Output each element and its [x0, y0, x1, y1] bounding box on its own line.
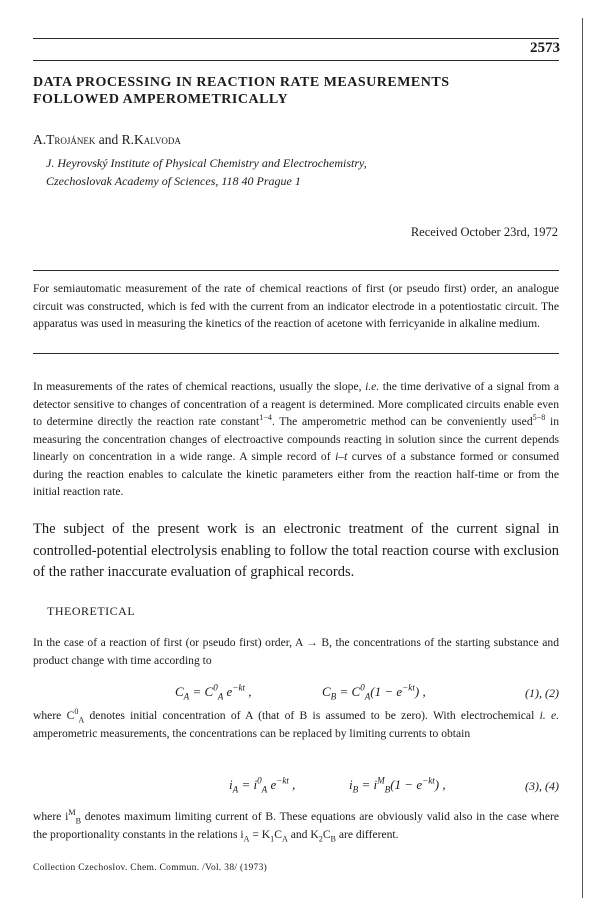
equation-2 — [322, 684, 426, 700]
p3-cb: B — [330, 833, 336, 843]
page-number: 2573 — [530, 40, 560, 56]
eq4-sub: B — [384, 784, 391, 795]
p3-text-2: denotes maximum limiting current of B. These equations are obviously valid also in the case where the proportionality constants in the relations i — [33, 810, 559, 841]
page-right-edge — [582, 18, 583, 898]
equation-number-3-4: (3), (4) — [525, 779, 559, 793]
eq1-sub-a: A — [183, 691, 190, 702]
intro-text-3: . The amperometric method can be conveniently used — [271, 415, 533, 428]
abstract: For semiautomatic measurement of the rate of chemical reactions of first (or pseudo first) order, an analogue circuit was constructed, which is fed with the current from an indicator electrode in a potentiostatic circuit. The apparatus was used in measuring the kinetics of the reaction of acetone with ferricyanide in alkaline medium. — [33, 282, 559, 330]
p3-text-1: where i — [33, 810, 69, 823]
authors — [33, 132, 181, 148]
eq2-end: ) , — [414, 684, 426, 699]
eq3-exp: e — [267, 777, 277, 792]
eq3-i: i — [229, 777, 233, 792]
p3-text-6: C — [322, 827, 331, 841]
eq4-tail: (1 − e — [390, 777, 423, 792]
affiliation — [46, 154, 556, 190]
eq4-end: ) , — [434, 777, 446, 792]
equation-3-4 — [33, 777, 559, 799]
eq3-sep: , — [288, 777, 296, 792]
eq1-kt: −kt — [232, 682, 246, 693]
eq4-sup: M — [377, 775, 385, 786]
author2-initial: R. — [121, 132, 135, 147]
eq2-c: C — [322, 684, 331, 699]
p3-text-4: C — [274, 827, 282, 841]
section-heading-theoretical: THEORETICAL — [47, 604, 136, 618]
p2-sub: A — [78, 715, 85, 725]
eq1-sep: , — [245, 684, 252, 699]
affiliation-line-1: J. Heyrovský Institute of Physical Chemistry and Electrochemistry, — [46, 156, 367, 170]
p2-text-2: denotes initial concentration of A (that of B is assumed to be zero). With electrochemical — [84, 709, 540, 722]
intro-text-2: the time derivative of a signal from a detector sensitive to changes of concentration of a reagent is determined. More complicated circuits enable even to determine directly the reaction rate constant — [33, 380, 559, 428]
eq2-sub-b: B — [330, 691, 337, 702]
intro-ref-2: 5−8 — [532, 413, 546, 423]
equation-number-1-2: (1), (2) — [525, 686, 559, 700]
p2-ie: i. e. — [539, 709, 559, 722]
eq3-mid: = i — [238, 777, 258, 792]
title-line-1: DATA PROCESSING IN REACTION RATE MEASUREMENTS — [33, 75, 450, 90]
p3-k1: 1 — [270, 833, 275, 843]
p3-text-5: and K — [287, 827, 319, 841]
p2-text-1: where C — [33, 709, 75, 722]
eq4-mid: = i — [358, 777, 378, 792]
p3-k2: 2 — [318, 833, 323, 843]
journal-footer: Collection Czechoslov. Chem. Commun. /Vol. 38/ (1973) — [33, 863, 268, 873]
theoretical-paragraph-3 — [33, 808, 559, 843]
eq3-sup-0: 0 — [257, 775, 262, 786]
eq2-mid: = C — [336, 684, 361, 699]
eq1-sup-0: 0 — [213, 682, 218, 693]
p3-ca: A — [281, 833, 288, 843]
eq1-mid: = C — [189, 684, 214, 699]
eq2-sub: A — [364, 691, 371, 702]
eq4-sub-b: B — [352, 784, 359, 795]
intro-ie: i.e. — [365, 380, 380, 393]
author1-name: Trojánek — [46, 132, 96, 147]
eq3-kt: −kt — [276, 775, 289, 786]
intro-text-1: In measurements of the rates of chemical reactions, usually the slope, — [33, 380, 366, 393]
article-title — [33, 74, 558, 108]
author1-initial: A. — [33, 132, 47, 147]
eq3-sub-a2: A — [261, 784, 268, 795]
intro-text-4: in measuring the concentration changes of electroactive compounds reacting in solution since the current depends linearly on concentration in a wide range. A simple record of — [33, 415, 559, 463]
header-rule — [33, 38, 559, 39]
title-line-2: FOLLOWED AMPEROMETRICALLY — [33, 92, 289, 107]
abstract-top-rule — [33, 270, 559, 271]
p3-text-7: are different. — [335, 827, 399, 841]
p3-sub: B — [75, 816, 81, 826]
p3-sup: M — [68, 808, 76, 818]
eq2-tail: (1 − e — [370, 684, 403, 699]
eq4-kt: −kt — [422, 775, 435, 786]
author2-name: Kalvoda — [134, 132, 181, 147]
p2-text-3: amperometric measurements, the concentrations can be replaced by limiting currents to obtain — [33, 726, 471, 740]
intro-paragraph — [33, 378, 559, 501]
eq2-sup: 0 — [360, 682, 365, 693]
equation-3 — [229, 777, 295, 793]
intro-text-5: curves of a substance formed or consumed during the reaction enables to calculate the kinetic parameters either from the reaction half-time or from the initial reaction rate. — [33, 450, 559, 498]
theoretical-paragraph-1: In the case of a reaction of first (or pseudo first) order, A → B, the concentrations of the starting substance and product change with time according to — [33, 636, 559, 667]
header-rule-lower — [33, 60, 559, 61]
received-date: Received October 23rd, 1972 — [410, 225, 558, 239]
p2-sup: 0 — [74, 707, 79, 717]
equation-4 — [349, 777, 446, 793]
subject-paragraph: The subject of the present work is an electronic treatment of the current signal in controlled-potential electrolysis enabling to follow the total reaction course with exclusion of the rather inaccurate evaluation of graphical records. — [33, 521, 559, 580]
eq1-c: C — [175, 684, 184, 699]
affiliation-line-2: Czechoslovak Academy of Sciences, 118 40 Prague 1 — [46, 174, 301, 188]
equation-1 — [175, 684, 252, 700]
eq3-sub-a: A — [232, 784, 239, 795]
p3-text-3: = K — [249, 827, 271, 841]
equation-1-2 — [33, 684, 559, 706]
eq1-sub-a2: A — [217, 691, 224, 702]
eq1-exp: e — [223, 684, 233, 699]
p3-sub-a: A — [243, 833, 250, 843]
intro-ref-1: 1−4 — [259, 413, 272, 423]
abstract-bottom-rule — [33, 353, 559, 354]
theoretical-paragraph-2 — [33, 707, 559, 742]
eq4-i: i — [349, 777, 353, 792]
author-and: and — [95, 132, 122, 147]
intro-it: i–t — [335, 450, 348, 463]
eq2-kt: −kt — [402, 682, 415, 693]
